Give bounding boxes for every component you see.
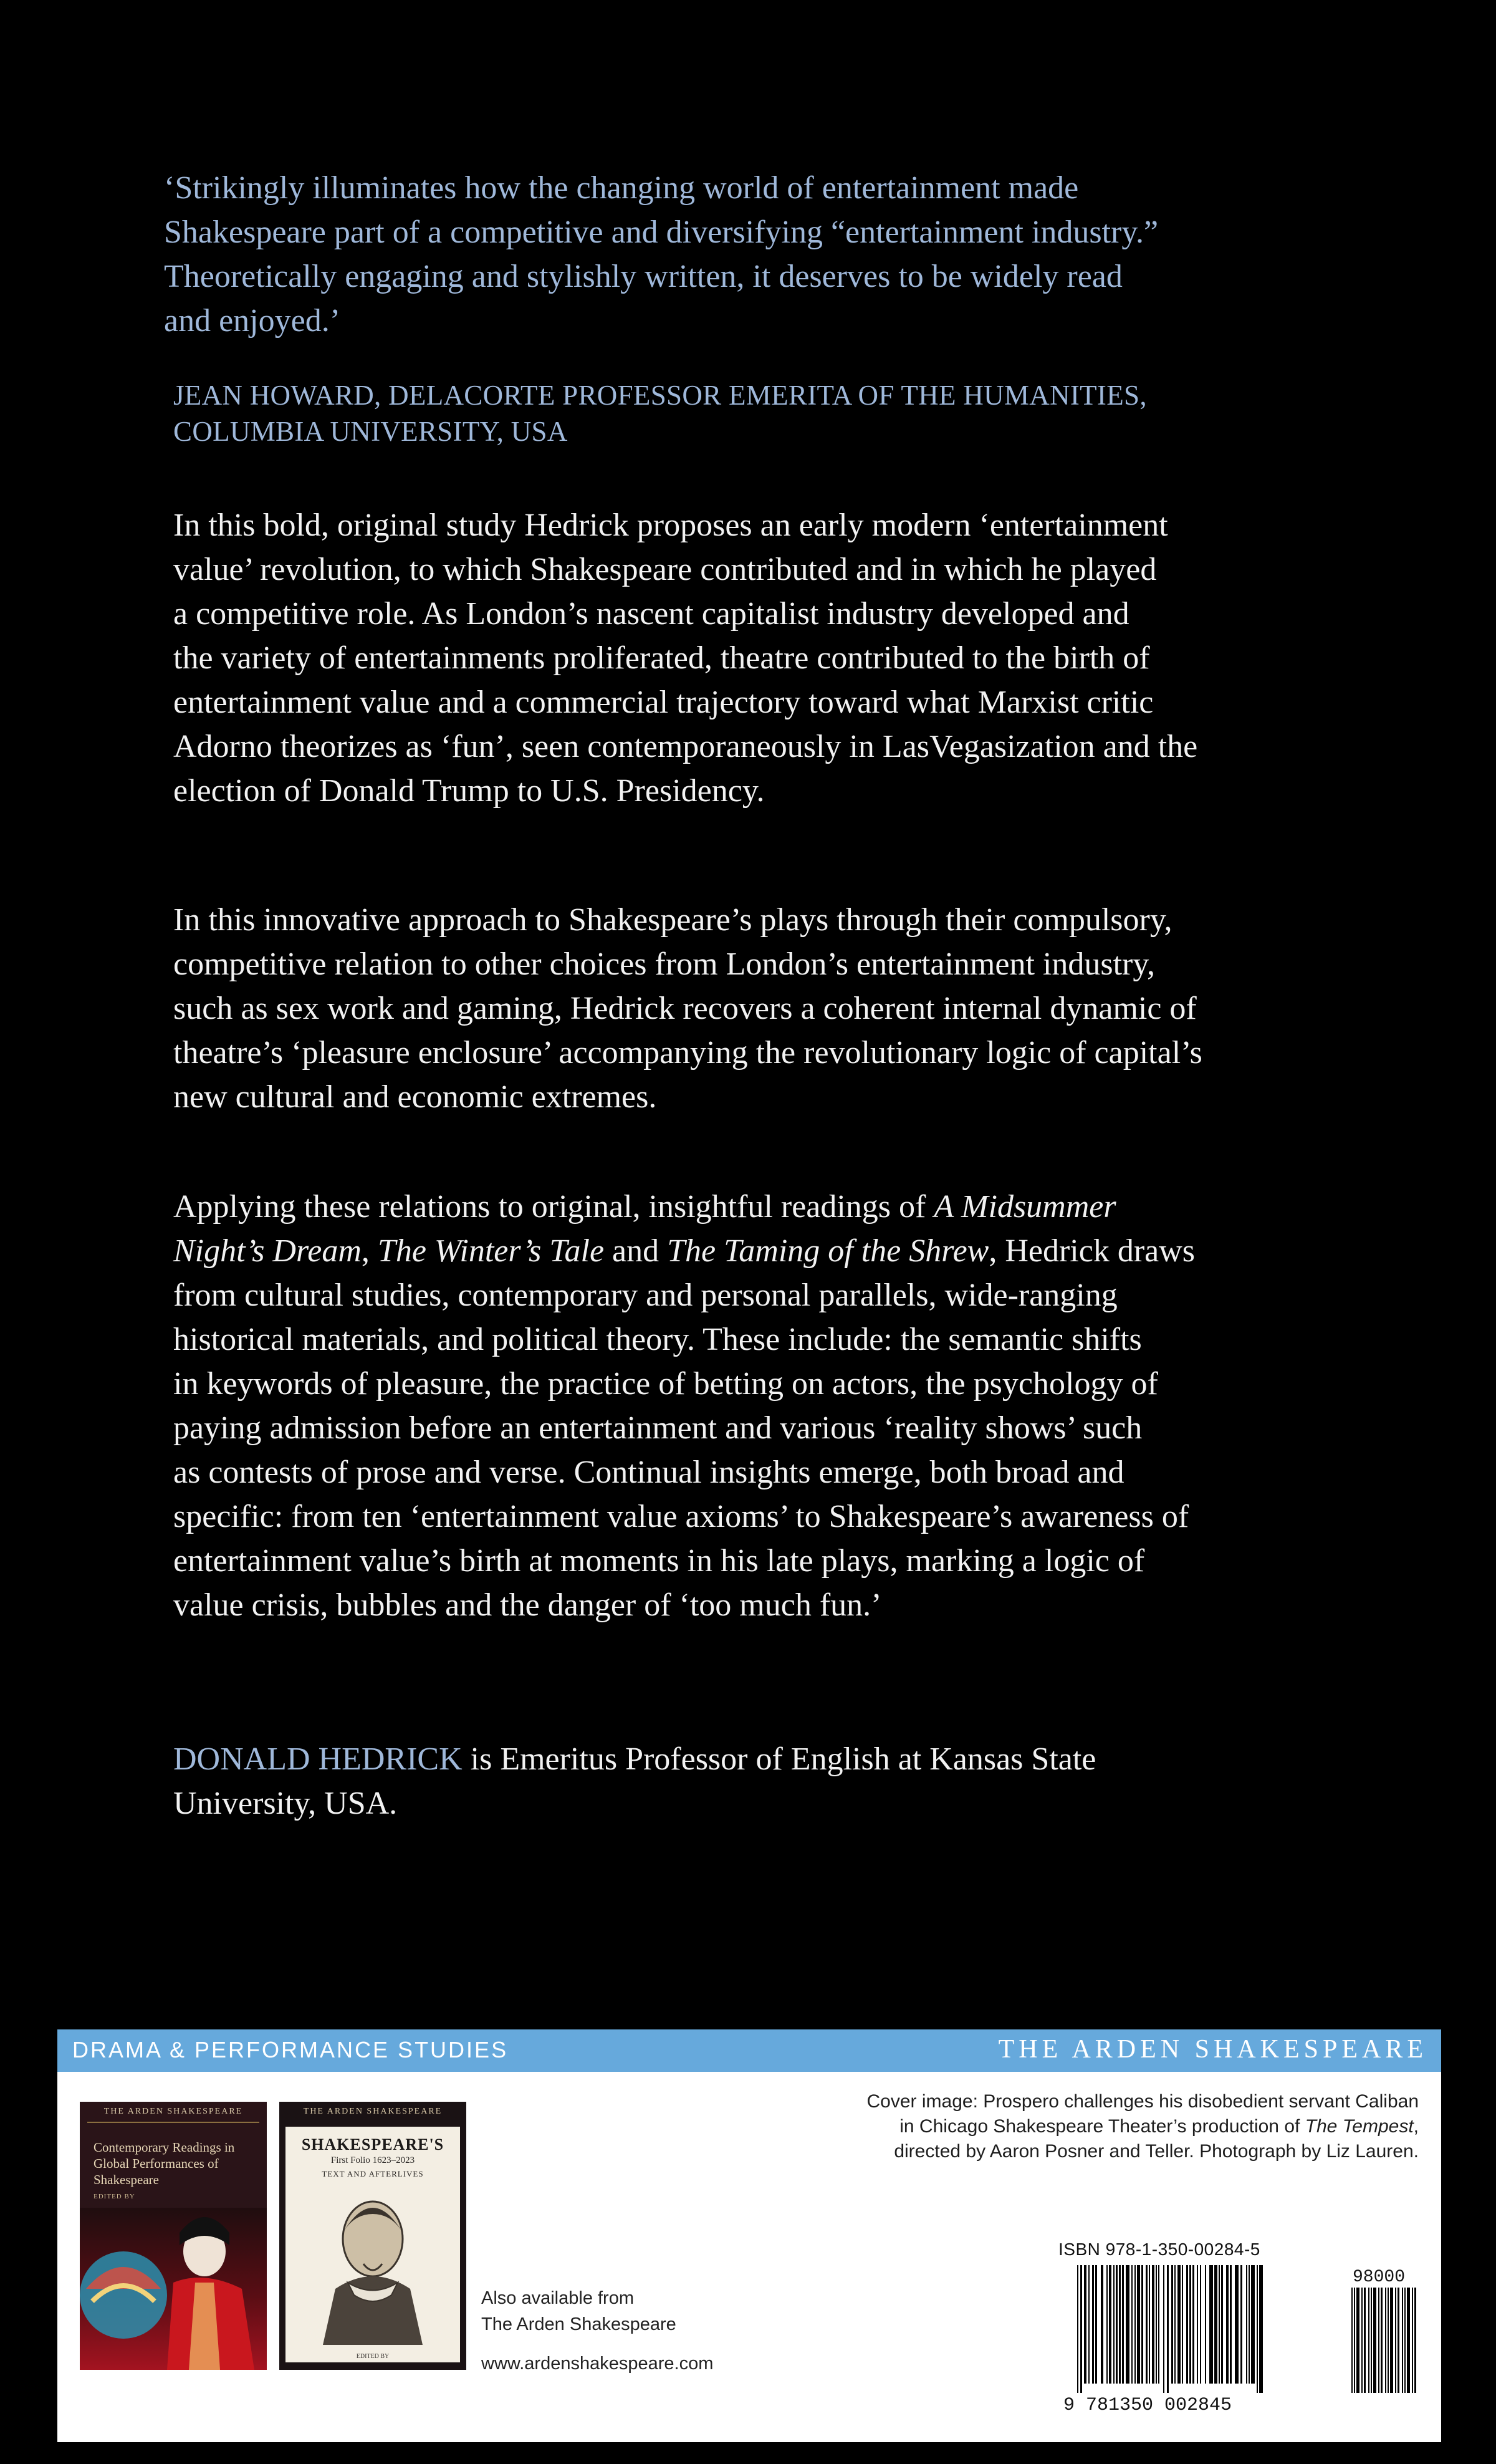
bio-line — [173, 1737, 1401, 1781]
barcode-bar — [1158, 2265, 1159, 2384]
cover-inner — [285, 2127, 460, 2362]
barcode-bar — [1219, 2265, 1220, 2384]
shakespeare-portrait-illustration — [310, 2189, 435, 2345]
also-available-publisher: The Arden Shakespeare — [481, 2314, 676, 2334]
paragraph-line — [173, 1229, 1401, 1273]
book-editors: EDITED BY — [356, 2353, 390, 2360]
quote-line: Shakespeare part of a competitive and diversifying “entertainment industry.” — [164, 214, 1159, 250]
paragraph-line: the variety of entertainments proliferated, theatre contributed to the birth of — [173, 640, 1150, 676]
book-cover-contemporary-readings — [80, 2102, 267, 2370]
barcode-addon-bar — [1356, 2288, 1359, 2393]
endorsement-quote — [164, 166, 1392, 343]
series-label: THE ARDEN SHAKESPEARE — [303, 2107, 443, 2116]
barcode-addon-bar — [1381, 2288, 1383, 2393]
barcode-bar — [1171, 2265, 1173, 2384]
barcode-bar — [1182, 2265, 1183, 2384]
paragraph-line: In this innovative approach to Shakespeare’s plays through their compulsory, — [173, 902, 1172, 938]
book-subtitle-2: TEXT AND AFTERLIVES — [322, 2169, 424, 2178]
barcode-bar — [1092, 2265, 1094, 2384]
barcode-bar — [1177, 2265, 1181, 2384]
barcode-bar — [1122, 2265, 1124, 2384]
barcode-bar — [1077, 2265, 1078, 2393]
barcode-bar — [1152, 2265, 1154, 2384]
author-name: DONALD HEDRICK — [173, 1741, 463, 1777]
barcode-bar — [1109, 2265, 1111, 2384]
quote-line: ‘Strikingly illuminates how the changing world of entertainment made — [164, 170, 1079, 206]
barcode-addon-bar — [1378, 2288, 1379, 2393]
attribution-line: JEAN HOWARD, DELACORTE PROFESSOR EMERITA OF THE HUMANITIES, — [173, 380, 1147, 411]
barcode-addon-bar — [1385, 2288, 1386, 2393]
barcode-addon-bar — [1398, 2288, 1399, 2393]
paragraph-line: In this bold, original study Hedrick proposes an early modern ‘entertainment — [173, 508, 1168, 543]
barcode-bar — [1119, 2265, 1121, 2384]
paragraph-line: new cultural and economic extremes. — [173, 1079, 657, 1115]
title-italic: The Taming of the Shrew — [667, 1233, 989, 1269]
barcode-bar — [1214, 2265, 1217, 2384]
barcode-addon-digits: 98000 — [1353, 2268, 1406, 2287]
barcode-bar — [1106, 2265, 1108, 2384]
barcode-bar — [1230, 2265, 1232, 2384]
description-paragraph-2 — [173, 898, 1401, 1119]
credit-line: directed by Aaron Posner and Teller. Photograph by Liz Lauren. — [894, 2141, 1419, 2162]
footer-panel — [57, 2029, 1441, 2442]
barcode-addon-bar — [1402, 2288, 1403, 2393]
also-available-label: Also available from — [481, 2288, 634, 2308]
barcode-addon-bar — [1364, 2288, 1366, 2393]
barcode-addon-bar — [1407, 2288, 1410, 2393]
book-subtitle: First Folio 1623–2023 — [330, 2155, 415, 2165]
paragraph-line: Adorno theorizes as ‘fun’, seen contemporaneously in LasVegasization and the — [173, 729, 1198, 764]
barcode-bar — [1200, 2265, 1201, 2384]
barcode-bar — [1163, 2265, 1164, 2393]
barcode-bar — [1240, 2265, 1242, 2384]
barcode-bar — [1251, 2265, 1255, 2384]
barcode-addon-bar — [1361, 2288, 1363, 2393]
barcode-addon-bar — [1412, 2288, 1413, 2393]
cover-image-credit — [733, 2089, 1419, 2164]
barcode-bar — [1259, 2265, 1263, 2393]
quote-line: Theoretically engaging and stylishly written, it deserves to be widely read — [164, 259, 1123, 294]
isbn-barcode — [1058, 2265, 1426, 2415]
barcode-bar — [1126, 2265, 1129, 2384]
paragraph-line: such as sex work and gaming, Hedrick recovers a coherent internal dynamic of — [173, 991, 1197, 1026]
paragraph-line: entertainment value and a commercial trajectory toward what Marxist critic — [173, 685, 1154, 720]
barcode-bar — [1137, 2265, 1140, 2384]
barcode-addon-bar — [1390, 2288, 1393, 2393]
barcode-bar — [1257, 2265, 1258, 2393]
barcode-addon-bar — [1354, 2288, 1355, 2393]
publisher-website-link[interactable]: www.ardenshakespeare.com — [481, 2354, 714, 2374]
paragraph-line: paying admission before an entertainment and various ‘reality shows’ such — [173, 1410, 1143, 1446]
barcode-bar — [1221, 2265, 1223, 2384]
title-italic: A Midsummer — [934, 1189, 1116, 1225]
barcode-bar — [1209, 2265, 1213, 2384]
barcode-addon-bar — [1395, 2288, 1396, 2393]
divider — [87, 2122, 259, 2123]
author-bio — [173, 1737, 1401, 1826]
paragraph-line: competitive relation to other choices from London’s entertainment industry, — [173, 946, 1155, 982]
category-band — [57, 2029, 1441, 2072]
cover-illustration — [80, 2208, 267, 2370]
paragraph-line: theatre’s ‘pleasure enclosure’ accompanying the revolutionary logic of capital’s — [173, 1035, 1202, 1071]
category-label: DRAMA & PERFORMANCE STUDIES — [72, 2037, 509, 2062]
publisher-label: THE ARDEN SHAKESPEARE — [998, 2035, 1427, 2064]
barcode-bar — [1246, 2265, 1247, 2384]
barcode-bar — [1141, 2265, 1143, 2384]
barcode-bar — [1205, 2265, 1206, 2384]
paragraph-line: a competitive role. As London’s nascent capitalist industry developed and — [173, 596, 1129, 632]
paragraph-line: value crisis, bubbles and the danger of ‘too much fun.’ — [173, 1587, 882, 1623]
barcode-bar — [1167, 2265, 1169, 2393]
title-italic: The Winter’s Tale — [377, 1233, 605, 1269]
paragraph-line: specific: from ten ‘entertainment value axioms’ to Shakespeare’s awareness of — [173, 1499, 1189, 1534]
book-cover-first-folio — [279, 2102, 466, 2370]
book-title: Contemporary Readings in Global Performances of Shakespeare — [94, 2140, 235, 2187]
description-paragraph-1 — [173, 503, 1401, 813]
barcode-bar — [1134, 2265, 1136, 2384]
barcode-bar — [1186, 2265, 1188, 2384]
barcode-bar — [1080, 2265, 1082, 2393]
barcode-bar — [1249, 2265, 1250, 2384]
quote-line: and enjoyed.’ — [164, 303, 341, 339]
barcode-bar — [1197, 2265, 1198, 2384]
paragraph-line: election of Donald Trump to U.S. Presidency. — [173, 773, 765, 809]
bio-line: University, USA. — [173, 1786, 398, 1821]
quote-attribution — [173, 377, 1407, 450]
barcode-bar — [1146, 2265, 1148, 2384]
barcode-addon-bar — [1371, 2288, 1372, 2393]
barcode-bar — [1131, 2265, 1133, 2384]
barcode-bar — [1095, 2265, 1097, 2384]
barcode-bar — [1226, 2265, 1229, 2384]
isbn-label: ISBN 978-1-350-00284-5 — [1058, 2240, 1260, 2259]
paragraph-line: value’ revolution, to which Shakespeare contributed and in which he played — [173, 552, 1157, 587]
barcode-addon-bar — [1351, 2288, 1353, 2393]
credit-line — [733, 2114, 1419, 2139]
barcode-addon-bar — [1388, 2288, 1389, 2393]
title-italic: Night’s Dream — [173, 1233, 362, 1269]
paragraph-line: historical materials, and political theory. These include: the semantic shifts — [173, 1322, 1142, 1357]
barcode-bar — [1084, 2265, 1086, 2384]
barcode-bar — [1149, 2265, 1150, 2384]
attribution-line: COLUMBIA UNIVERSITY, USA — [173, 416, 568, 447]
barcode-addon-bar — [1414, 2288, 1416, 2393]
paragraph-line: from cultural studies, contemporary and personal parallels, wide-ranging — [173, 1278, 1118, 1313]
barcode-bar — [1174, 2265, 1176, 2384]
credit-line: Cover image: Prospero challenges his disobedient servant Caliban — [866, 2091, 1419, 2112]
barcode-addon-bar — [1373, 2288, 1376, 2393]
barcode-bar — [1116, 2265, 1118, 2384]
paragraph-line: in keywords of pleasure, the practice of betting on actors, the psychology of — [173, 1366, 1158, 1402]
title-italic: The Tempest — [1305, 2116, 1414, 2137]
barcode-bar — [1113, 2265, 1115, 2384]
barcode-bar — [1088, 2265, 1090, 2384]
barcode-bar — [1101, 2265, 1103, 2384]
description-paragraph-3 — [173, 1185, 1401, 1627]
cover-art — [80, 2208, 267, 2370]
barcode-bar — [1189, 2265, 1191, 2384]
bio-text: is Emeritus Professor of English at Kansas State — [462, 1741, 1096, 1777]
barcode-addon-bar — [1368, 2288, 1369, 2393]
paragraph-line: as contests of prose and verse. Continual insights emerge, both broad and — [173, 1455, 1124, 1490]
book-editor: EDITED BY — [94, 2193, 135, 2200]
text: , — [1413, 2116, 1419, 2137]
text: and — [604, 1233, 668, 1269]
text: , — [361, 1233, 378, 1269]
barcode-digits: 9 781350 002845 — [1063, 2395, 1232, 2415]
paragraph-line: entertainment value’s birth at moments in his late plays, marking a logic of — [173, 1543, 1145, 1579]
barcode-addon-bar — [1404, 2288, 1406, 2393]
series-label: THE ARDEN SHAKESPEARE — [103, 2107, 243, 2116]
paragraph-line — [173, 1185, 1401, 1229]
barcode-bar — [1156, 2265, 1157, 2384]
barcode-bar — [1235, 2265, 1239, 2384]
barcode-bar — [1192, 2265, 1194, 2384]
text: Applying these relations to original, insightful readings of — [173, 1189, 934, 1225]
book-title: SHAKESPEARE'S — [301, 2135, 444, 2154]
text: in Chicago Shakespeare Theater’s production of — [899, 2116, 1305, 2137]
text: , Hedrick draws — [989, 1233, 1196, 1269]
